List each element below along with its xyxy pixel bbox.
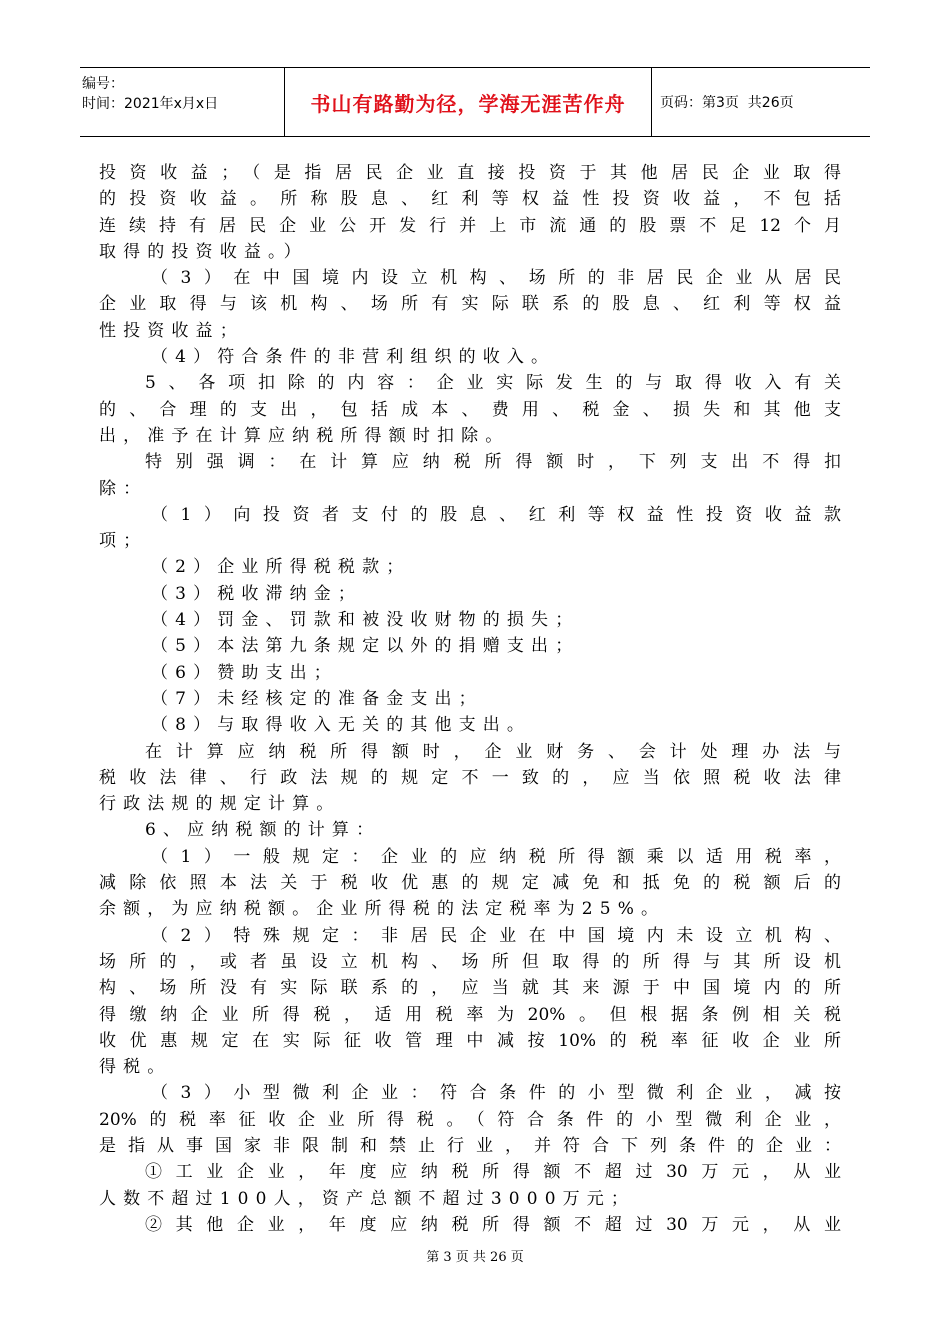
text-line: ②其他企业，年度应纳税所得额不超过30万元，从业 xyxy=(145,1214,841,1235)
text-line: （2）企业所得税税款； xyxy=(151,557,411,578)
text-line: （7）未经核定的准备金支出； xyxy=(151,688,483,709)
page-header xyxy=(80,67,870,137)
text-line: 在计算应纳税所得额时，企业财务、会计处理办法与 xyxy=(145,741,841,762)
document-body xyxy=(99,160,841,1238)
text-line: 5、各项扣除的内容：企业实际发生的与取得收入有关 xyxy=(145,373,841,394)
header-page-cell xyxy=(652,68,870,136)
text-line: （3）小型微利企业：符合条件的小型微利企业，减按 xyxy=(151,1083,841,1104)
text-line: 性投资收益； xyxy=(99,320,244,341)
header-motto: 书山有路勤为径，学海无涯苦作舟 xyxy=(310,91,626,116)
text-line: （6）赞助支出； xyxy=(151,662,338,683)
text-line: 余额，为应纳税额。企业所得税的法定税率为25%。 xyxy=(99,899,666,920)
text-line: 20%的税率征收企业所得税。（符合条件的小型微利企业， xyxy=(99,1109,841,1130)
page-label: 页码：第3页 共26页 xyxy=(660,95,794,111)
text-line: 人数不超过100人，资产总额不超过3000万元； xyxy=(99,1188,636,1209)
text-line: 连续持有居民企业公开发行并上市流通的股票不足12个月 xyxy=(99,215,841,236)
text-line: （1）一般规定：企业的应纳税所得额乘以适用税率， xyxy=(151,846,841,867)
text-line: 企业取得与该机构、场所有实际联系的股息、红利等权益 xyxy=(99,294,841,315)
text-line: （2）特殊规定：非居民企业在中国境内未设立机构、 xyxy=(151,925,841,946)
text-line: 税收法律、行政法规的规定不一致的，应当依照税收法律 xyxy=(99,767,841,788)
text-line: 得缴纳企业所得税，适用税率为20%。但根据条例相关税 xyxy=(99,1004,841,1025)
text-line: 减除依照本法关于税收优惠的规定减免和抵免的税额后的 xyxy=(99,873,841,894)
text-line: （5）本法第九条规定以外的捐赠支出； xyxy=(151,636,580,657)
text-line: 场所的，或者虽设立机构、场所但取得的所得与其所设机 xyxy=(99,951,841,972)
header-info xyxy=(80,68,284,136)
text-line: （8）与取得收入无关的其他支出。 xyxy=(151,715,532,736)
text-line: 取得的投资收益。） xyxy=(99,241,308,262)
text-line: 构、场所没有实际联系的，应当就其来源于中国境内的所 xyxy=(99,978,841,999)
text-line: 的投资收益。所称股息、红利等权益性投资收益，不包括 xyxy=(99,189,841,210)
text-line: 收优惠规定在实际征收管理中减按10%的税率征收企业所 xyxy=(99,1030,841,1051)
text-line: 投资收益；（是指居民企业直接投资于其他居民企业取得 xyxy=(99,163,841,183)
text-line: ①工业企业，年度应纳税所得额不超过30万元，从业 xyxy=(145,1162,841,1183)
text-line: 6、应纳税额的计算： xyxy=(145,820,381,841)
text-line: （4）罚金、罚款和被没收财物的损失； xyxy=(151,610,580,631)
text-line: 特别强调：在计算应纳税所得额时，下列支出不得扣 xyxy=(145,452,841,473)
date-label: 时间：2021年x月x日 xyxy=(82,96,219,112)
text-line: 是指从事国家非限制和禁止行业，并符合下列条件的企业： xyxy=(99,1135,841,1156)
text-line: 出，准予在计算应纳税所得额时扣除。 xyxy=(99,425,510,446)
text-line: （3）税收滞纳金； xyxy=(151,583,363,604)
text-line: 项； xyxy=(99,531,148,552)
page-footer: 第 3 页 共 26 页 xyxy=(426,1250,524,1265)
text-line: （1）向投资者支付的股息、红利等权益性投资收益款 xyxy=(151,504,841,525)
text-line: （4）符合条件的非营利组织的收入。 xyxy=(151,347,556,368)
text-line: 的、合理的支出，包括成本、费用、税金、损失和其他支 xyxy=(99,399,841,420)
text-line: 得税。 xyxy=(99,1057,172,1078)
serial-label: 编号： xyxy=(82,76,124,92)
text-line: 除： xyxy=(99,478,148,499)
text-line: （3）在中国境内设立机构、场所的非居民企业从居民 xyxy=(151,268,841,289)
header-motto-cell xyxy=(284,68,652,136)
text-line: 行政法规的规定计算。 xyxy=(99,794,341,815)
